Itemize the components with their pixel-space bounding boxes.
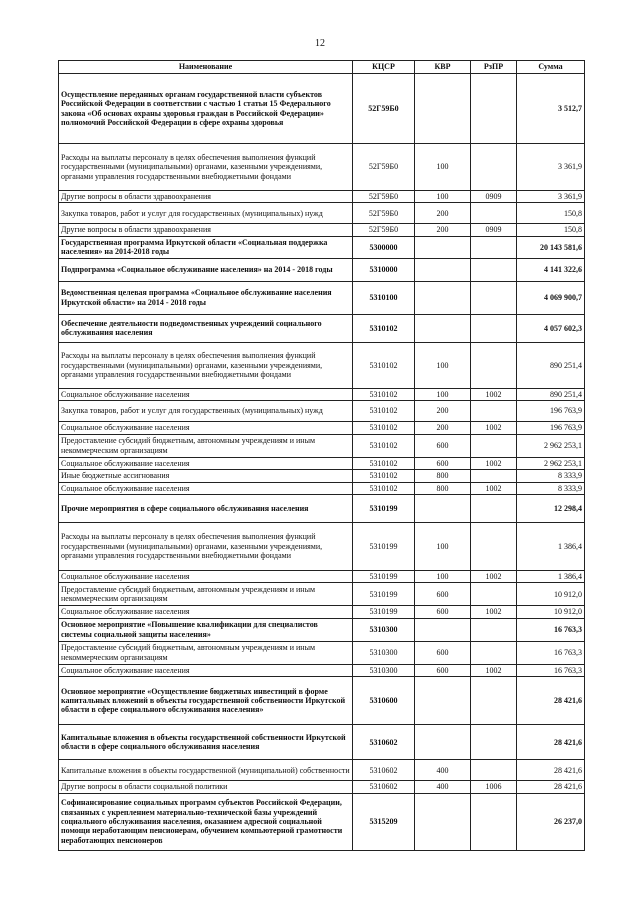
table-row bbox=[59, 793, 585, 850]
table-row bbox=[59, 570, 585, 582]
row-kvr: 100 bbox=[415, 570, 471, 582]
table-row bbox=[59, 203, 585, 224]
row-name: Другие вопросы в области здравоохранения bbox=[59, 224, 353, 236]
row-kvr: 200 bbox=[415, 203, 471, 224]
row-kcsr: 52Г59Б0 bbox=[353, 74, 415, 144]
row-sum: 1 386,4 bbox=[517, 570, 585, 582]
row-name: Социальное обслуживание населения bbox=[59, 570, 353, 582]
row-sum: 3 361,9 bbox=[517, 144, 585, 191]
row-kcsr: 5310102 bbox=[353, 388, 415, 400]
row-kcsr: 5310300 bbox=[353, 641, 415, 664]
row-rzpr bbox=[471, 342, 517, 388]
row-rzpr bbox=[471, 401, 517, 422]
row-rzpr bbox=[471, 281, 517, 314]
row-kvr bbox=[415, 74, 471, 144]
row-sum: 28 421,6 bbox=[517, 781, 585, 793]
row-name: Основное мероприятие «Осуществление бюджетных инвестиций в форме капитальных вложений в объекты государственной собственности Иркутской области в сфере социального обслуживания населения» bbox=[59, 677, 353, 725]
row-rzpr bbox=[471, 725, 517, 760]
row-rzpr bbox=[471, 583, 517, 606]
row-name: Предоставление субсидий бюджетным, автономным учреждениям и иным некоммерческим организациям bbox=[59, 641, 353, 664]
row-name: Подпрограмма «Социальное обслуживание населения» на 2014 - 2018 годы bbox=[59, 258, 353, 281]
table-row bbox=[59, 457, 585, 469]
row-kcsr: 5310102 bbox=[353, 314, 415, 342]
row-rzpr bbox=[471, 494, 517, 522]
row-name: Государственная программа Иркутской области «Социальная поддержка населения» на 2014-2018 годы bbox=[59, 236, 353, 258]
row-kvr: 800 bbox=[415, 482, 471, 494]
row-sum: 10 912,0 bbox=[517, 583, 585, 606]
row-name: Капитальные вложения в объекты государственной собственности Иркутской области в сфере социального обслуживания населения bbox=[59, 725, 353, 760]
row-name: Закупка товаров, работ и услуг для государственных (муниципальных) нужд bbox=[59, 203, 353, 224]
table-header-row bbox=[59, 61, 585, 74]
row-kcsr: 5310199 bbox=[353, 606, 415, 618]
row-sum: 890 251,4 bbox=[517, 342, 585, 388]
row-rzpr bbox=[471, 144, 517, 191]
row-kcsr: 5310100 bbox=[353, 281, 415, 314]
row-name: Софинансирование социальных программ субъектов Российской Федерации, связанных с укреплением материально-технической базы учреждений социального обслуживания населения, оказанием адресной социальной помощи неработающим пенсионерам, обучением компьютерной грамотности неработающих пенсионеров bbox=[59, 793, 353, 850]
row-rzpr bbox=[471, 522, 517, 570]
row-kcsr: 52Г59Б0 bbox=[353, 203, 415, 224]
row-rzpr bbox=[471, 641, 517, 664]
row-name: Социальное обслуживание населения bbox=[59, 606, 353, 618]
row-sum: 20 143 581,6 bbox=[517, 236, 585, 258]
header-kvr: КВР bbox=[415, 61, 471, 74]
row-kcsr: 52Г59Б0 bbox=[353, 191, 415, 203]
table-row bbox=[59, 388, 585, 400]
header-kcsr: КЦСР bbox=[353, 61, 415, 74]
budget-table bbox=[58, 60, 585, 851]
row-kcsr: 5310602 bbox=[353, 760, 415, 781]
row-kcsr: 5310300 bbox=[353, 618, 415, 641]
row-sum: 196 763,9 bbox=[517, 401, 585, 422]
table-row bbox=[59, 482, 585, 494]
scan-edge bbox=[0, 901, 120, 905]
row-kvr bbox=[415, 494, 471, 522]
row-rzpr bbox=[471, 760, 517, 781]
row-kcsr: 5310602 bbox=[353, 781, 415, 793]
row-rzpr: 1006 bbox=[471, 781, 517, 793]
row-sum: 3 512,7 bbox=[517, 74, 585, 144]
row-rzpr: 1002 bbox=[471, 570, 517, 582]
row-rzpr bbox=[471, 74, 517, 144]
table-row bbox=[59, 422, 585, 434]
row-kcsr: 5310102 bbox=[353, 482, 415, 494]
row-kcsr: 5310199 bbox=[353, 583, 415, 606]
table-row bbox=[59, 281, 585, 314]
row-rzpr: 1002 bbox=[471, 457, 517, 469]
row-name: Социальное обслуживание населения bbox=[59, 457, 353, 469]
row-kvr: 600 bbox=[415, 457, 471, 469]
row-kvr: 800 bbox=[415, 470, 471, 482]
row-sum: 150,8 bbox=[517, 224, 585, 236]
row-kvr: 100 bbox=[415, 144, 471, 191]
row-kvr: 600 bbox=[415, 641, 471, 664]
row-kvr: 200 bbox=[415, 224, 471, 236]
row-kcsr: 5300000 bbox=[353, 236, 415, 258]
table-row bbox=[59, 641, 585, 664]
row-sum: 28 421,6 bbox=[517, 677, 585, 725]
table-row bbox=[59, 224, 585, 236]
table-row bbox=[59, 760, 585, 781]
row-sum: 2 962 253,1 bbox=[517, 457, 585, 469]
table-row bbox=[59, 583, 585, 606]
row-sum: 16 763,3 bbox=[517, 664, 585, 676]
row-name: Обеспечение деятельности подведомственных учреждений социального обслуживания населения bbox=[59, 314, 353, 342]
row-name: Предоставление субсидий бюджетным, автономным учреждениям и иным некоммерческим организациям bbox=[59, 434, 353, 457]
row-kcsr: 5310300 bbox=[353, 664, 415, 676]
row-sum: 3 361,9 bbox=[517, 191, 585, 203]
row-sum: 8 333,9 bbox=[517, 482, 585, 494]
row-sum: 196 763,9 bbox=[517, 422, 585, 434]
row-kcsr: 5310102 bbox=[353, 401, 415, 422]
row-kcsr: 5310102 bbox=[353, 434, 415, 457]
row-sum: 28 421,6 bbox=[517, 725, 585, 760]
row-kcsr: 5310102 bbox=[353, 422, 415, 434]
table-row bbox=[59, 401, 585, 422]
row-name: Социальное обслуживание населения bbox=[59, 664, 353, 676]
table-row bbox=[59, 74, 585, 144]
row-name: Предоставление субсидий бюджетным, автономным учреждениям и иным некоммерческим организациям bbox=[59, 583, 353, 606]
row-kvr bbox=[415, 314, 471, 342]
row-rzpr: 0909 bbox=[471, 191, 517, 203]
row-name: Расходы на выплаты персоналу в целях обеспечения выполнения функций государственными (муниципальными) органами, казенными учреждениями, органами управления государственными внебюджетными фондами bbox=[59, 144, 353, 191]
row-kcsr: 5310102 bbox=[353, 342, 415, 388]
row-kvr: 400 bbox=[415, 760, 471, 781]
row-sum: 26 237,0 bbox=[517, 793, 585, 850]
row-kcsr: 5310199 bbox=[353, 570, 415, 582]
row-rzpr bbox=[471, 434, 517, 457]
row-sum: 2 962 253,1 bbox=[517, 434, 585, 457]
row-kvr bbox=[415, 677, 471, 725]
table-row bbox=[59, 522, 585, 570]
row-rzpr bbox=[471, 793, 517, 850]
row-kvr bbox=[415, 236, 471, 258]
row-rzpr: 0909 bbox=[471, 224, 517, 236]
row-sum: 16 763,3 bbox=[517, 618, 585, 641]
row-kvr: 600 bbox=[415, 606, 471, 618]
table-row bbox=[59, 258, 585, 281]
row-kcsr: 52Г59Б0 bbox=[353, 144, 415, 191]
header-rzpr: РзПР bbox=[471, 61, 517, 74]
row-kvr: 200 bbox=[415, 401, 471, 422]
row-kcsr: 5310602 bbox=[353, 725, 415, 760]
row-kvr: 200 bbox=[415, 422, 471, 434]
row-sum: 12 298,4 bbox=[517, 494, 585, 522]
row-rzpr: 1002 bbox=[471, 606, 517, 618]
page-number: 12 bbox=[315, 38, 325, 49]
row-rzpr: 1002 bbox=[471, 388, 517, 400]
row-sum: 28 421,6 bbox=[517, 760, 585, 781]
row-kcsr: 5310102 bbox=[353, 470, 415, 482]
table-row bbox=[59, 494, 585, 522]
row-rzpr bbox=[471, 470, 517, 482]
row-rzpr bbox=[471, 618, 517, 641]
row-name: Социальное обслуживание населения bbox=[59, 482, 353, 494]
row-rzpr: 1002 bbox=[471, 482, 517, 494]
row-sum: 4 069 900,7 bbox=[517, 281, 585, 314]
row-kvr bbox=[415, 793, 471, 850]
row-kvr: 100 bbox=[415, 522, 471, 570]
row-kvr: 400 bbox=[415, 781, 471, 793]
row-sum: 8 333,9 bbox=[517, 470, 585, 482]
row-name: Расходы на выплаты персоналу в целях обеспечения выполнения функций государственными (муниципальными) органами, казенными учреждениями, органами управления государственными внебюджетными фондами bbox=[59, 522, 353, 570]
row-name: Другие вопросы в области социальной политики bbox=[59, 781, 353, 793]
row-name: Осуществление переданных органам государственной власти субъектов Российской Федерации в соответствии с частью 1 статьи 15 Федерального закона «Об основах охраны здоровья граждан в Российской Федерации» полномочий Российской Федерации в сфере охраны здоровья bbox=[59, 74, 353, 144]
row-kvr bbox=[415, 618, 471, 641]
table-row bbox=[59, 781, 585, 793]
table-row bbox=[59, 725, 585, 760]
row-kcsr: 5310600 bbox=[353, 677, 415, 725]
row-name: Закупка товаров, работ и услуг для государственных (муниципальных) нужд bbox=[59, 401, 353, 422]
table-row bbox=[59, 618, 585, 641]
table-row bbox=[59, 434, 585, 457]
row-sum: 10 912,0 bbox=[517, 606, 585, 618]
row-sum: 150,8 bbox=[517, 203, 585, 224]
row-name: Основное мероприятие «Повышение квалификации для специалистов системы социальной защиты населения» bbox=[59, 618, 353, 641]
row-kcsr: 5310199 bbox=[353, 494, 415, 522]
table-row bbox=[59, 314, 585, 342]
row-kvr: 600 bbox=[415, 434, 471, 457]
table-row bbox=[59, 342, 585, 388]
row-name: Прочие мероприятия в сфере социального обслуживания населения bbox=[59, 494, 353, 522]
row-sum: 4 057 602,3 bbox=[517, 314, 585, 342]
row-rzpr bbox=[471, 677, 517, 725]
row-name: Капитальные вложения в объекты государственной (муниципальной) собственности bbox=[59, 760, 353, 781]
row-sum: 1 386,4 bbox=[517, 522, 585, 570]
row-rzpr: 1002 bbox=[471, 422, 517, 434]
table-row bbox=[59, 470, 585, 482]
table-row bbox=[59, 144, 585, 191]
row-rzpr: 1002 bbox=[471, 664, 517, 676]
row-kcsr: 5310199 bbox=[353, 522, 415, 570]
row-kcsr: 5310102 bbox=[353, 457, 415, 469]
header-name: Наименование bbox=[59, 61, 353, 74]
row-name: Другие вопросы в области здравоохранения bbox=[59, 191, 353, 203]
row-rzpr bbox=[471, 236, 517, 258]
table-row bbox=[59, 677, 585, 725]
row-kvr: 100 bbox=[415, 388, 471, 400]
row-name: Иные бюджетные ассигнования bbox=[59, 470, 353, 482]
table-row bbox=[59, 191, 585, 203]
row-kvr bbox=[415, 281, 471, 314]
row-rzpr bbox=[471, 258, 517, 281]
table-row bbox=[59, 606, 585, 618]
header-sum: Сумма bbox=[517, 61, 585, 74]
row-name: Расходы на выплаты персоналу в целях обеспечения выполнения функций государственными (муниципальными) органами, казенными учреждениями, органами управления государственными внебюджетными фондами bbox=[59, 342, 353, 388]
table-row bbox=[59, 236, 585, 258]
row-kvr bbox=[415, 725, 471, 760]
row-kvr: 100 bbox=[415, 342, 471, 388]
row-kcsr: 5310000 bbox=[353, 258, 415, 281]
row-kcsr: 5315209 bbox=[353, 793, 415, 850]
row-name: Социальное обслуживание населения bbox=[59, 422, 353, 434]
row-kvr: 600 bbox=[415, 583, 471, 606]
table-row bbox=[59, 664, 585, 676]
row-sum: 4 141 322,6 bbox=[517, 258, 585, 281]
row-sum: 16 763,3 bbox=[517, 641, 585, 664]
row-rzpr bbox=[471, 314, 517, 342]
row-name: Социальное обслуживание населения bbox=[59, 388, 353, 400]
row-kvr: 100 bbox=[415, 191, 471, 203]
row-kcsr: 52Г59Б0 bbox=[353, 224, 415, 236]
row-rzpr bbox=[471, 203, 517, 224]
row-sum: 890 251,4 bbox=[517, 388, 585, 400]
row-kvr: 600 bbox=[415, 664, 471, 676]
row-name: Ведомственная целевая программа «Социальное обслуживание населения Иркутской области» на 2014 - 2018 годы bbox=[59, 281, 353, 314]
row-kvr bbox=[415, 258, 471, 281]
